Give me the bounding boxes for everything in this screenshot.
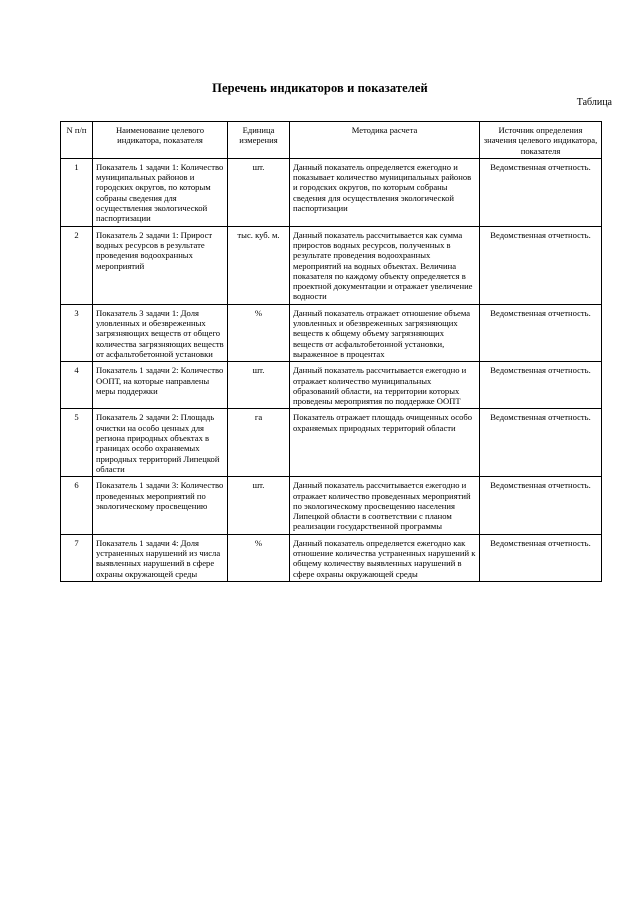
table-header-row xyxy=(61,122,602,159)
header-name: Наименование целевого индикатора, показателя xyxy=(93,122,228,159)
row-source: Ведомственная отчетность. xyxy=(480,158,602,226)
row-name: Показатель 2 задачи 1: Прирост водных ресурсов в результате проведения водоохранных мероприятий xyxy=(93,226,228,304)
row-unit: шт. xyxy=(228,362,290,409)
row-name: Показатель 3 задачи 1: Доля уловленных и обезвреженных загрязняющих веществ от общего количества загрязняющих веществ от асфальтобетонной установки xyxy=(93,304,228,361)
table-row xyxy=(61,226,602,304)
table-row xyxy=(61,362,602,409)
row-num: 3 xyxy=(61,304,93,361)
header-method: Методика расчета xyxy=(290,122,480,159)
row-num: 4 xyxy=(61,362,93,409)
header-num: N п/п xyxy=(61,122,93,159)
row-method: Данный показатель определяется ежегодно как отношение количества устраненных нарушений к общему количеству выявленных нарушений в сфере охраны окружающей среды xyxy=(290,534,480,581)
row-source: Ведомственная отчетность. xyxy=(480,362,602,409)
row-name: Показатель 1 задачи 4: Доля устраненных нарушений из числа выявленных нарушений в сфере охраны окружающей среды xyxy=(93,534,228,581)
row-num: 5 xyxy=(61,409,93,477)
row-source: Ведомственная отчетность. xyxy=(480,409,602,477)
row-method: Данный показатель определяется ежегодно и показывает количество муниципальных районов и городских округов, по которым собраны сведения для осуществления экологической паспортизации xyxy=(290,158,480,226)
row-num: 7 xyxy=(61,534,93,581)
row-method: Показатель отражает площадь очищенных особо охраняемых природных территорий области xyxy=(290,409,480,477)
row-source: Ведомственная отчетность. xyxy=(480,226,602,304)
header-source: Источник определения значения целевого индикатора, показателя xyxy=(480,122,602,159)
table-row xyxy=(61,534,602,581)
header-unit: Единица измерения xyxy=(228,122,290,159)
row-num: 1 xyxy=(61,158,93,226)
table-row xyxy=(61,477,602,534)
table-caption: Таблица xyxy=(576,97,612,108)
row-unit: га xyxy=(228,409,290,477)
row-name: Показатель 1 задачи 3: Количество проведенных мероприятий по экологическому просвещению xyxy=(93,477,228,534)
row-method: Данный показатель рассчитывается ежегодно и отражает количество проведенных мероприятий по экологическому просвещению населения Липецкой области в соответствии с планом реализации государственной программы xyxy=(290,477,480,534)
row-name: Показатель 2 задачи 2: Площадь очистки на особо ценных для региона природных объектах в границах особо охраняемых природных территорий Липецкой области xyxy=(93,409,228,477)
row-source: Ведомственная отчетность. xyxy=(480,534,602,581)
table-row xyxy=(61,158,602,226)
row-source: Ведомственная отчетность. xyxy=(480,477,602,534)
row-unit: % xyxy=(228,304,290,361)
row-method: Данный показатель рассчитывается как сумма приростов водных ресурсов, полученных в результате проведения водоохранных мероприятий на водных объектах. Величина показателя по каждому объекту определяется в проектной документации и отражает увеличение водности xyxy=(290,226,480,304)
row-source: Ведомственная отчетность. xyxy=(480,304,602,361)
row-method: Данный показатель рассчитывается ежегодно и отражает количество муниципальных образований области, на территории которых проведены мероприятия по поддержке ООПТ xyxy=(290,362,480,409)
table-row xyxy=(61,409,602,477)
row-name: Показатель 1 задачи 2: Количество ООПТ, на которые направлены меры поддержки xyxy=(93,362,228,409)
row-unit: тыс. куб. м. xyxy=(228,226,290,304)
row-name: Показатель 1 задачи 1: Количество муниципальных районов и городских округов, по которым собраны сведения для осуществления экологической паспортизации xyxy=(93,158,228,226)
indicators-table xyxy=(60,121,602,582)
page-title: Перечень индикаторов и показателей xyxy=(212,81,428,95)
row-num: 6 xyxy=(61,477,93,534)
row-unit: шт. xyxy=(228,158,290,226)
row-num: 2 xyxy=(61,226,93,304)
table-row xyxy=(61,304,602,361)
row-method: Данный показатель отражает отношение объема уловленных и обезвреженных загрязняющих веществ к общему объему загрязняющих веществ от асфальтобетонной установки, выраженное в процентах xyxy=(290,304,480,361)
row-unit: % xyxy=(228,534,290,581)
row-unit: шт. xyxy=(228,477,290,534)
